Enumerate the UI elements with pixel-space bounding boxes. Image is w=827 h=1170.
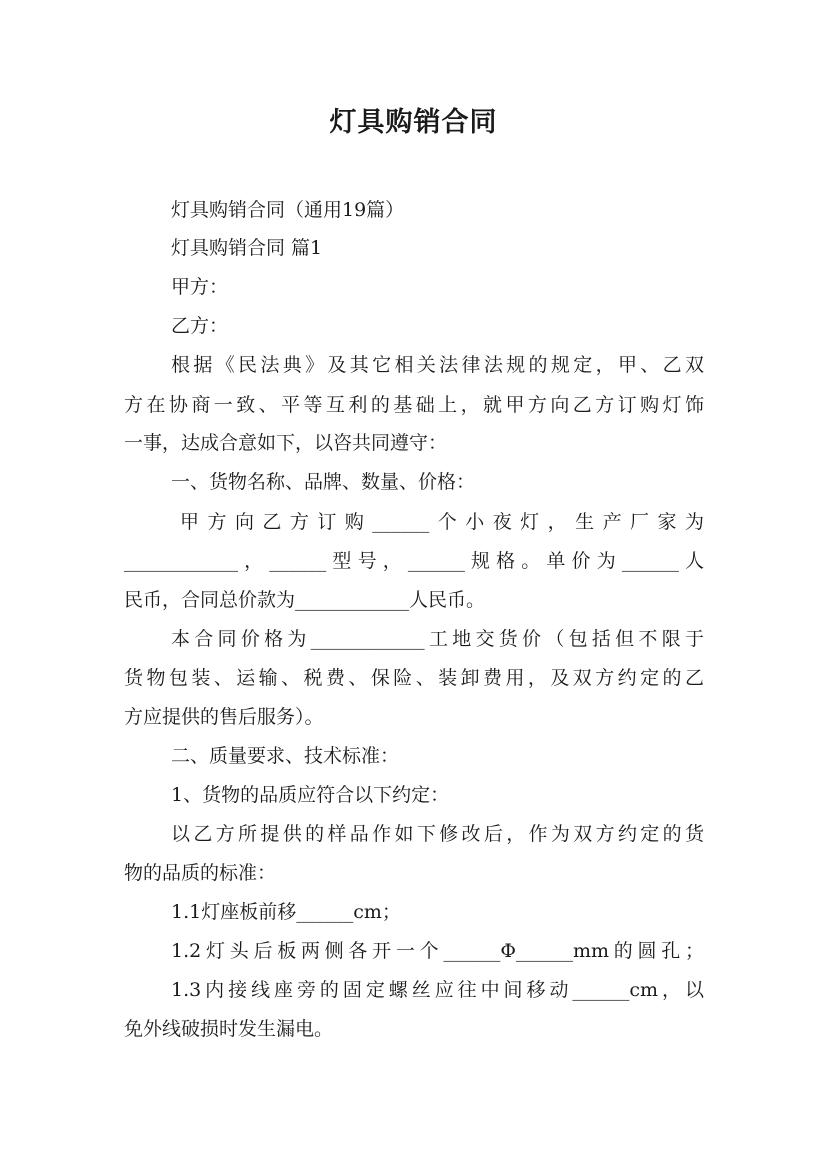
paragraph-line: 本合同价格为____________工地交货价（包括但不限于 — [171, 628, 704, 650]
clause-item: 1.2灯头后板两侧各开一个______Φ______mm的圆孔； — [171, 940, 704, 962]
paragraph-line: 物的品质的标准： — [124, 862, 277, 884]
clause-item: 1、货物的品质应符合以下约定： — [171, 784, 450, 806]
paragraph-line: 免外线破损时发生漏电。 — [124, 1018, 334, 1040]
paragraph-line: 以乙方所提供的样品作如下修改后，作为双方约定的货 — [171, 823, 704, 845]
clause-heading: 一、货物名称、品牌、数量、价格： — [171, 471, 476, 493]
paragraph-line: 货物包装、运输、税费、保险、装卸费用，及双方约定的乙 — [124, 667, 704, 689]
paragraph-line: 民币，合同总价款为____________人民币。 — [124, 589, 486, 611]
party-a-line: 甲方： — [171, 276, 229, 298]
party-b-line: 乙方： — [171, 315, 229, 337]
clause-item: 1.3内接线座旁的固定螺丝应往中间移动______cm，以 — [171, 979, 704, 1001]
paragraph-line: ____________，______型号，______规格。单价为______人 — [124, 550, 704, 572]
paragraph-line: 根据《民法典》及其它相关法律法规的规定，甲、乙双 — [171, 354, 704, 376]
section-heading: 灯具购销合同 篇1 — [171, 237, 323, 259]
document-title: 灯具购销合同 — [329, 107, 498, 138]
clause-heading: 二、质量要求、技术标准： — [171, 745, 400, 767]
paragraph-line: 方应提供的售后服务）。 — [124, 706, 324, 728]
clause-item: 1.1灯座板前移______cm； — [171, 901, 401, 923]
paragraph-line: 一事，达成合意如下，以咨共同遵守： — [124, 432, 448, 454]
paragraph-line: 甲方向乙方订购______个小夜灯，生产厂家为 — [180, 511, 704, 533]
paragraph-line: 方在协商一致、平等互利的基础上，就甲方向乙方订购灯饰 — [124, 394, 704, 416]
subtitle-line: 灯具购销合同（通用19篇） — [171, 199, 405, 221]
